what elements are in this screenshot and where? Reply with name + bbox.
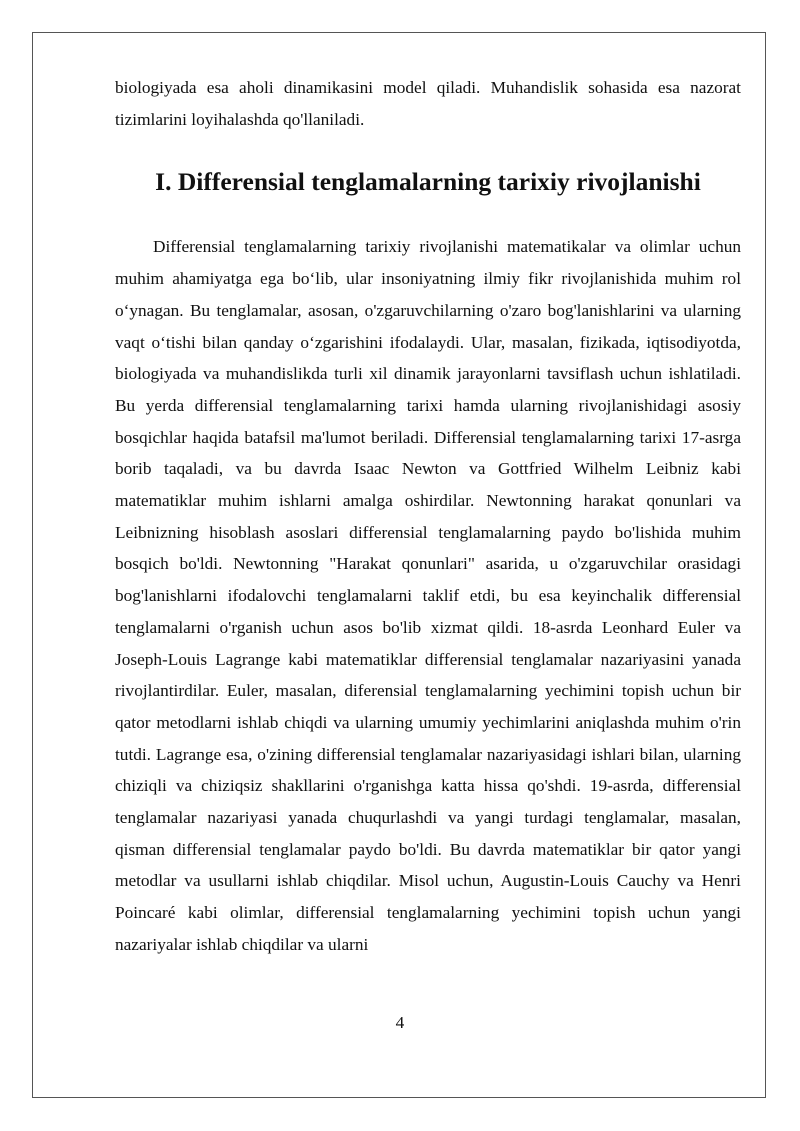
document-body (115, 72, 741, 961)
body-paragraph: Differensial tenglamalarning tarixiy rivojlanishi matematikalar va olimlar uchun muhim ahamiyatga ega bo‘lib, ular insoniyatning ilmiy fikr rivojlanishida muhim rol o‘ynagan. Bu tenglamalar, asosan, o'zgaruvchilarning o'zaro bog'lanishlarini va ularning vaqt o‘tishi bilan qanday o‘zgarishini ifodalaydi. Ular, masalan, fizikada, iqtisodiyotda, biologiyada va muhandislikda turli xil dinamik jarayonlarni tavsiflash uchun ishlatiladi. Bu yerda differensial tenglamalarning tarixi hamda ularning rivojlanishidagi asosiy bosqichlar haqida batafsil ma'lumot beriladi. Differensial tenglamalarning tarixi 17-asrga borib taqaladi, va bu davrda Isaac Newton va Gottfried Wilhelm Leibniz kabi matematiklar muhim ishlarni amalga oshirdilar. Newtonning harakat qonunlari va Leibnizning hisoblash asoslari differensial tenglamalarning paydo bo'lishida muhim bosqich bo'ldi. Newtonning "Harakat qonunlari" asarida, u o'zgaruvchilar orasidagi bog'lanishlarni ifodalovchi tenglamalarni taklif etdi, bu esa keyinchalik differensial tenglamalarni o'rganish uchun asos bo'lib xizmat qildi. 18-asrda Leonhard Euler va Joseph-Louis Lagrange kabi matematiklar differensial tenglamalar nazariyasini yanada rivojlantirdilar. Euler, masalan, diferensial tenglamalarning yechimini topish uchun bir qator metodlarni ishlab chiqdi va ularning umumiy yechimlarini aniqlashda muhim o'rin tutdi. Lagrange esa, o'zining differensial tenglamalar nazariyasidagi ishlari bilan, ularning chiziqli va chiziqsiz shakllarini o'rganishga katta hissa qo'shdi. 19-asrda, differensial tenglamalar nazariyasi yanada chuqurlashdi va yangi turdagi tenglamalar, masalan, qisman differensial tenglamalar paydo bo'ldi. Bu davrda matematiklar bir qator yangi metodlar va usullarni ishlab chiqdilar. Misol uchun, Augustin-Louis Cauchy va Henri Poincaré kabi olimlar, differensial tenglamalarning yechimini topish uchun yangi nazariyalar ishlab chiqdilar va ularni (115, 237, 741, 954)
intro-paragraph: biologiyada esa aholi dinamikasini model qiladi. Muhandislik sohasida esa nazorat tizimlarini loyihalashda qo'llaniladi. (115, 78, 741, 129)
page-number: 4 (395, 1013, 405, 1032)
section-heading: I. Differensial tenglamalarning tarixiy rivojlanishi (155, 167, 701, 197)
